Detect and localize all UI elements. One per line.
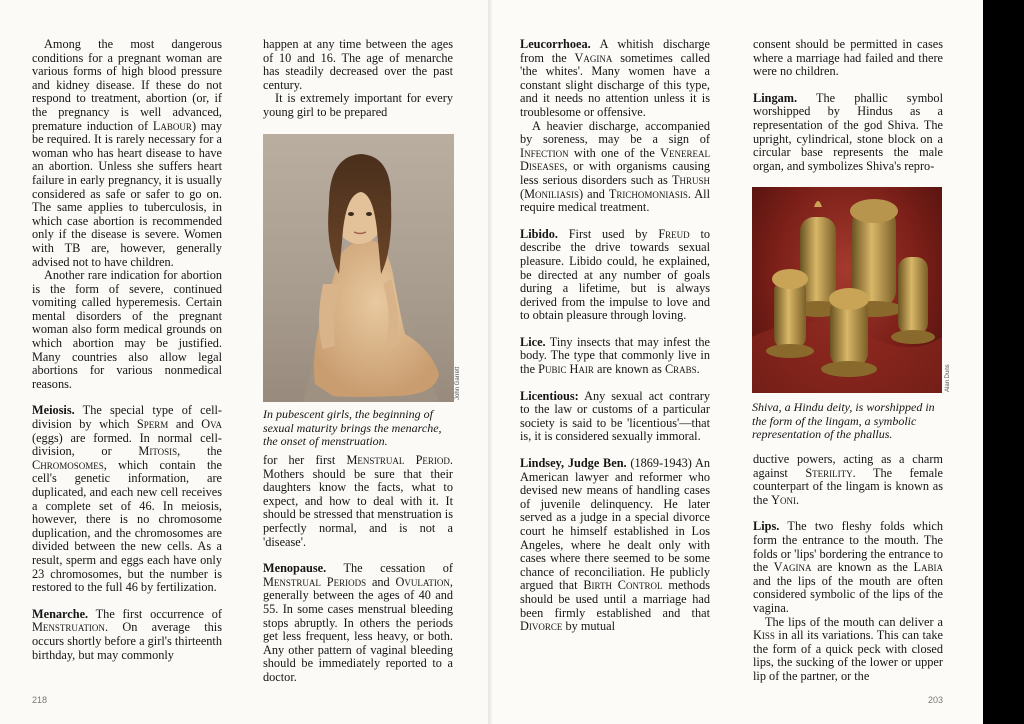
text: , or with organisms causing less serious disorders such as	[520, 159, 710, 187]
menarche-continued-2	[263, 454, 453, 549]
cross-reference: Kiss	[753, 628, 775, 643]
text: A heavier discharge, accompanied by soreness, may be a sign of	[520, 118, 710, 147]
text: The lips of the mouth can deliver a	[765, 614, 943, 629]
text: ductive powers, acting as a charm against	[753, 452, 943, 480]
entry-lips	[753, 520, 943, 615]
headword: Menopause.	[263, 561, 327, 576]
text: The phallic symbol worshipped by Hindus as a representation of the god Shiva. The upright, cylindrical, stone block on a circular base represents the male organ, and symbolizes Shiva's repro-	[753, 90, 943, 173]
left-column-2-lower	[263, 454, 453, 685]
text: Any sexual act contrary to the law or customs of a particular society is said to be 'licentious'—that is, it is considered sexually immoral.	[520, 388, 710, 444]
headword: Licentious:	[520, 388, 579, 403]
cross-reference: Ova	[201, 417, 223, 432]
headword: Lindsey, Judge Ben.	[520, 456, 627, 471]
cross-reference: Moniliasis	[524, 186, 580, 201]
leucorrhoea-paragraph-2	[520, 120, 710, 215]
text: methods should be used until a marriage had been firmly established and that	[520, 578, 711, 620]
text: (eggs) are formed. In normal cell-division, or	[32, 430, 222, 459]
headword: Meiosis.	[32, 403, 75, 418]
text: to describe the drive towards sexual pleasure. Libido could, he explained, be directed at any number of goals during a lifetime, but is always derived from the impulse to love and to obtain pleasure through loving.	[520, 226, 711, 323]
text: . Mothers should be sure that their daughters know the facts, what to expect, and how to deal with it. It should be stressed that menstruation is perfectly normal, and is not a 'disease'.	[263, 453, 453, 549]
cross-reference: Labour	[152, 118, 192, 133]
entry-lice	[520, 336, 710, 377]
left-column-2	[263, 38, 453, 120]
left-page	[0, 0, 492, 724]
text: The special type of cell-division by which	[32, 403, 222, 432]
text: . On average this occurs shortly before a girl's thirteenth birthday, but may commonly	[32, 620, 222, 662]
entry-lindsey	[520, 457, 710, 634]
text: Tiny insects that may infest the body. The type that commonly live in the	[520, 334, 710, 377]
lips-paragraph-2	[753, 616, 943, 684]
cross-reference: Trichomoniasis	[608, 186, 688, 201]
cross-reference: Menstrual Periods	[263, 574, 367, 589]
cross-reference: Venereal Diseases	[520, 145, 710, 174]
cross-reference: Vagina	[574, 50, 613, 65]
cross-reference: Sterility	[805, 465, 853, 480]
photo-caption-right: Shiva, a Hindu deity, is worshipped in the form of the lingam, a symbolic representation of the phallus.	[752, 400, 935, 441]
right-column-1	[520, 38, 710, 634]
text: with one of the	[568, 145, 661, 160]
photo-credit-right: Alan Duns	[945, 364, 951, 392]
cross-reference: Labia	[913, 560, 943, 575]
lingam-continued	[753, 453, 943, 507]
text: and the lips of the mouth are often considered symbolic of the lips of the vagina.	[753, 573, 943, 615]
cross-reference: Yoni	[771, 492, 796, 507]
cross-reference: Thrush	[671, 172, 710, 187]
entry-licentious	[520, 390, 710, 444]
photograph-illustration	[752, 187, 942, 393]
entry-libido	[520, 228, 710, 323]
cross-reference: Crabs	[664, 362, 697, 377]
cross-reference: Menstrual Period	[346, 453, 450, 467]
text: and	[366, 574, 396, 589]
cross-reference: Mitosis	[138, 444, 178, 459]
page-number-left: 218	[32, 695, 48, 705]
text: and	[168, 417, 202, 432]
text: ) may be required. It is rarely necessary for a woman who has heart disease to have an abortion. Unless she suffers heart failure in early pregnancy, it is usually considered as safe or safer to go on. The same applies to tuberculosis, in which case abortion is recommended only if the disease is severe. Women with TB are, however, generally advised not to have children.	[32, 118, 222, 269]
text: , the	[177, 444, 222, 459]
entry-menarche	[32, 608, 222, 662]
entry-meiosis	[32, 404, 222, 594]
text: The two fleshy folds which form the entrance to the mouth. The folds or 'lips' bordering the entrance to the	[753, 519, 943, 575]
right-column-2	[753, 38, 943, 173]
left-column-1	[32, 38, 222, 662]
headword: Lice.	[520, 334, 546, 349]
text: (	[520, 186, 525, 201]
right-column-2-lower	[753, 453, 943, 684]
entry-leucorrhoea	[520, 38, 710, 120]
text: . All require medical treatment.	[520, 186, 711, 215]
abortion-paragraph-1	[32, 38, 222, 269]
text: . The female counterpart of the lingam is known as the	[753, 465, 944, 507]
photo-credit-left: John Garrett	[455, 366, 461, 400]
cross-reference: Birth Control	[583, 578, 663, 593]
text: A whitish discharge from the	[520, 37, 710, 65]
cross-reference: Infection	[520, 145, 569, 160]
lingam-photograph	[752, 187, 942, 393]
headword: Leucorrhoea.	[520, 37, 591, 51]
text: sometimes called 'the whites'. Many women have a constant slight discharge of this type, and it needs no attention unless it is troublesome or offensive.	[520, 50, 711, 119]
cross-reference: Pubic Hair	[538, 362, 594, 377]
text: Among the most dangerous conditions for a pregnant woman are various forms of high blood pressure and kidney disease. If these do not respond to treatment, abortion (or, if the pregnancy is well advanced, premature induction of	[32, 37, 222, 133]
text: The cessation of	[326, 561, 453, 576]
page-number-right: 203	[928, 695, 944, 705]
cross-reference: Ovulation	[395, 574, 450, 589]
text: , which contain the cell's genetic information, are duplicated, and each new cell receives a complete set of 46. In meiosis, however, there is no chromosome duplication, and the chromosomes are divided between the new cells. As a result, sperm and eggs each have only 23 chromosomes, but the number is restored to the full 46 by fertilization.	[32, 457, 222, 595]
photograph-illustration	[263, 134, 454, 402]
entry-menopause	[263, 562, 453, 684]
text: (1869-1943) An American lawyer and reformer who devised new means of handling cases of juvenile delinquency. He later served as a judge in a special divorce court he himself established in Los Angeles, where he dealt only with cases where there seemed to be some chance of reconciliation. He publicly argued that	[520, 456, 710, 593]
photo-caption-left: In pubescent girls, the beginning of sexual maturity brings the menarche, the onset of menstruation.	[263, 407, 442, 448]
headword: Libido.	[520, 226, 558, 241]
text: The first occurrence of	[88, 606, 222, 621]
text: ) and	[579, 186, 609, 201]
text: , generally between the ages of 40 and 55. In some cases menstrual bleeding stops abruptly. In others the periods get less frequent, less heavy, or both. Any other pattern of vaginal bleeding should be immediately reported to a doctor.	[263, 574, 453, 684]
text: are known as	[593, 362, 665, 377]
text: First used by	[557, 226, 659, 241]
text: are known as the	[811, 560, 914, 575]
cross-reference: Freud	[658, 226, 690, 241]
cross-reference: Menstruation	[32, 620, 105, 635]
entry-lingam	[753, 92, 943, 174]
menarche-paragraph-2: It is extremely important for every young girl to be prepared	[263, 91, 453, 119]
text: for her first	[263, 453, 347, 467]
text: by mutual	[562, 619, 615, 634]
text: in all its variations. This can take the form of a quick peck with closed lips, the sucking of the lower or upper lip of the partner, or the	[753, 628, 943, 683]
lindsey-continued: consent should be permitted in cases where a marriage had failed and there were no children.	[753, 37, 943, 79]
cross-reference: Chromosomes	[32, 457, 104, 472]
text: .	[696, 362, 700, 377]
text: .	[796, 492, 800, 507]
cross-reference: Divorce	[520, 619, 563, 634]
abortion-paragraph-2: Another rare indication for abortion is the form of severe, continued vomiting called hyperemesis. Certain mental disorders of the pregnant woman also form medical grounds on which abortion may be justified. Many countries also allow legal abortions for various nonmedical reasons.	[32, 268, 222, 391]
girl-photograph	[263, 134, 454, 402]
cross-reference: Vagina	[773, 560, 812, 575]
headword: Lingam.	[753, 90, 798, 105]
menarche-continued: happen at any time between the ages of 10 and 16. The age of menarche has steadily decreased over the past century.	[263, 37, 453, 92]
headword: Lips.	[753, 519, 780, 534]
headword: Menarche.	[32, 606, 89, 621]
right-page	[492, 0, 983, 724]
cross-reference: Sperm	[136, 417, 169, 432]
